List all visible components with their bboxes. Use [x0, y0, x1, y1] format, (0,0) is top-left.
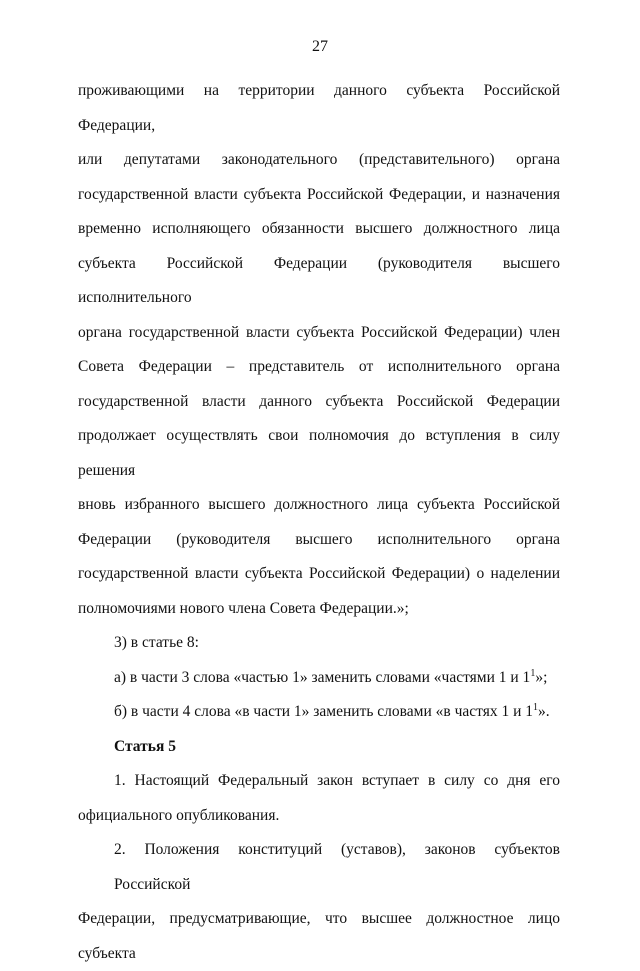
text-line: полномочиями нового члена Совета Федерации.»;	[78, 599, 409, 617]
text-line: официального опубликования.	[78, 806, 280, 824]
item-3-text: 3) в статье 8:	[114, 634, 199, 651]
item-b-line	[114, 695, 560, 730]
text-line: государственной власти субъекта Российской Федерации, и назначения	[78, 185, 560, 203]
text-line: Федерации (руководителя высшего исполнительного органа	[78, 530, 560, 548]
item-3	[78, 626, 560, 661]
item-a-text: а) в части 3 слова «частью 1» заменить словами «частями 1 и 1	[114, 668, 531, 686]
article-heading-text: Статья 5	[114, 737, 176, 755]
page-number: 27	[312, 38, 328, 55]
item-b-text: б) в части 4 слова «в части 1» заменить словами «в частях 1 и 1	[114, 703, 533, 720]
text-line: продолжает осуществлять свои полномочия до вступления в силу решения	[78, 427, 560, 479]
item-a	[78, 661, 560, 696]
paragraph-continuation	[78, 74, 560, 626]
text-line: 1. Настоящий Федеральный закон вступает в силу со дня его	[114, 772, 560, 789]
text-line: временно исполняющего обязанности высшего должностного лица	[78, 220, 560, 237]
item-b-tail: ».	[538, 703, 550, 720]
article-5-paragraph-1	[78, 764, 560, 833]
item-a-line	[114, 661, 560, 696]
item-b-superscript: 1	[533, 701, 538, 713]
text-line: Совета Федерации – представитель от исполнительного органа	[78, 358, 560, 375]
item-b	[78, 695, 560, 730]
text-line: или депутатами законодательного (представительного) органа	[78, 151, 560, 168]
item-a-superscript: 1	[530, 667, 536, 679]
text-line: 2. Положения конституций (уставов), законов субъектов Российской	[114, 841, 560, 893]
text-line: государственной власти данного субъекта Российской Федерации	[78, 392, 560, 410]
document-body	[78, 74, 560, 971]
text-line: субъекта Российской Федерации (руководителя высшего исполнительного	[78, 254, 560, 306]
text-line: органа государственной власти субъекта Российской Федерации) член	[78, 323, 560, 341]
text-line: проживающими на территории данного субъекта Российской Федерации,	[78, 82, 560, 134]
text-line: Федерации, предусматривающие, что высшее должностное лицо субъекта	[78, 910, 560, 962]
text-line: государственной власти субъекта Российской Федерации) о наделении	[78, 565, 560, 582]
text-line: вновь избранного высшего должностного лица субъекта Российской	[78, 496, 560, 513]
item-a-tail: »;	[535, 668, 548, 686]
article-5-paragraph-2	[78, 833, 560, 971]
article-heading	[78, 730, 560, 765]
